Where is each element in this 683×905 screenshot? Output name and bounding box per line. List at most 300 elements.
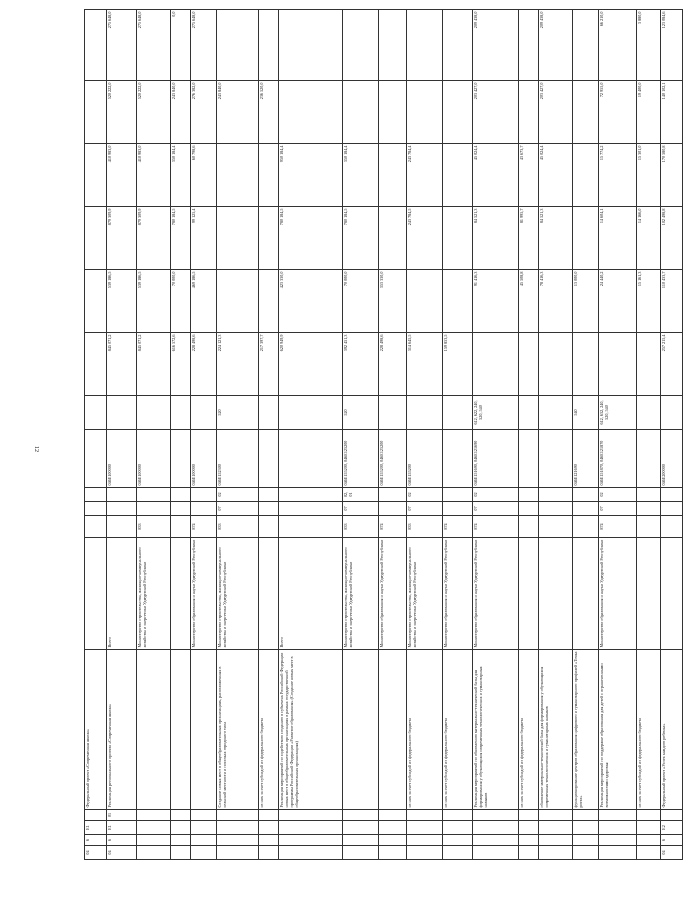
table-cell: [259, 538, 279, 650]
table-cell: 423 330,0: [279, 270, 343, 333]
table-cell: [519, 430, 539, 488]
table-cell: [259, 810, 279, 821]
rotated-table-container: [84, 11, 666, 860]
table-cell: [473, 846, 519, 860]
table-cell: 04: [85, 846, 107, 860]
table-cell: [137, 396, 171, 430]
table-cell: Всего: [107, 538, 137, 650]
table-cell: [137, 846, 171, 860]
table-cell: 84 521,3: [473, 207, 519, 270]
table-cell: E1: [107, 821, 137, 835]
table-cell: [343, 846, 379, 860]
table-cell: 45 508,8: [519, 270, 539, 333]
table-cell: 02: [473, 488, 519, 502]
table-cell: [191, 488, 217, 502]
table-cell: 01: [107, 810, 137, 821]
table-row: [137, 10, 171, 860]
table-cell: [539, 488, 573, 502]
table-cell: [137, 810, 171, 821]
table-cell: [407, 835, 443, 846]
table-cell: [661, 502, 683, 516]
table-cell: 43 673,7: [519, 144, 539, 207]
table-cell: [519, 10, 539, 81]
table-cell: 70 000,0: [343, 270, 379, 333]
table-cell: Министерство образования и науки Удмуртской Республики: [599, 538, 637, 650]
table-cell: 275 648,0: [191, 10, 217, 81]
table-cell: 91 416,3: [473, 270, 519, 333]
table-cell: [519, 488, 539, 502]
table-cell: [637, 396, 661, 430]
table-cell: [279, 488, 343, 502]
table-cell: [661, 396, 683, 430]
table-cell: 833: [137, 516, 171, 538]
table-cell: [217, 10, 259, 81]
table-cell: функционирование центров образования цифрового и гуманитарного профилей «Точка роста»: [573, 650, 599, 810]
table-cell: [443, 396, 473, 430]
table-cell: 520: [343, 396, 379, 430]
table-cell: 07: [473, 502, 519, 516]
table-cell: 612, 622, 240, 520, 540: [473, 396, 519, 430]
table-cell: из них за счет субсидий из федерального бюджета: [407, 650, 443, 810]
table-cell: [85, 396, 107, 430]
table-cell: [573, 10, 599, 81]
table-cell: [539, 333, 573, 396]
table-cell: 833: [343, 516, 379, 538]
table-cell: [599, 821, 637, 835]
table-cell: [279, 396, 343, 430]
table-cell: 45 024,4: [473, 144, 519, 207]
table-cell: [443, 502, 473, 516]
table-cell: 217 397,7: [259, 333, 279, 396]
table-cell: [191, 650, 217, 810]
table-cell: [519, 835, 539, 846]
table-cell: 102 498,8: [661, 207, 683, 270]
table-row: [191, 10, 217, 860]
table-cell: 6: [85, 835, 107, 846]
table-cell: 046E152300: [217, 430, 259, 488]
table-cell: [407, 81, 443, 144]
table-cell: 02: [217, 488, 259, 502]
table-cell: 046E100000: [107, 430, 137, 488]
table-cell: [85, 538, 107, 650]
table-cell: Министерство строительства, жилищно-коммунального хозяйства и энергетики Удмуртской Республики: [137, 538, 171, 650]
table-cell: [343, 821, 379, 835]
table-cell: из них за счет субсидий из федерального бюджета: [259, 650, 279, 810]
table-cell: [259, 846, 279, 860]
table-cell: [259, 835, 279, 846]
table-cell: [217, 270, 259, 333]
budget-table: [84, 9, 683, 860]
table-cell: [279, 516, 343, 538]
table-row: [473, 10, 519, 860]
table-cell: [171, 650, 191, 810]
table-cell: [279, 430, 343, 488]
table-cell: [85, 430, 107, 488]
table-cell: [343, 650, 379, 810]
table-cell: [599, 810, 637, 821]
table-cell: [171, 516, 191, 538]
table-cell: [85, 516, 107, 538]
table-cell: 70 000,0: [171, 270, 191, 333]
table-cell: [443, 81, 473, 144]
table-cell: 845 071,2: [107, 333, 137, 396]
table-cell: [573, 333, 599, 396]
table-cell: [259, 10, 279, 81]
table-cell: 392 451,3: [343, 333, 379, 396]
table-cell: 874: [191, 516, 217, 538]
table-cell: [137, 502, 171, 516]
table-cell: 72 955,0: [599, 81, 637, 144]
table-cell: [379, 207, 407, 270]
table-cell: 879 309,9: [137, 207, 171, 270]
table-cell: 845 071,2: [137, 333, 171, 396]
table-cell: [661, 810, 683, 821]
table-cell: 13 000,0: [573, 270, 599, 333]
table-cell: 07: [343, 502, 379, 516]
table-cell: [539, 396, 573, 430]
table-cell: 78 416,3: [539, 270, 573, 333]
table-cell: [637, 516, 661, 538]
table-cell: [85, 270, 107, 333]
table-cell: [573, 488, 599, 502]
table-cell: [171, 810, 191, 821]
table-cell: [171, 430, 191, 488]
table-cell: [191, 502, 217, 516]
table-cell: 07: [407, 502, 443, 516]
table-cell: [473, 333, 519, 396]
table-cell: 879 309,9: [107, 207, 137, 270]
table-row: [519, 10, 539, 860]
table-cell: [661, 538, 683, 650]
table-cell: [637, 538, 661, 650]
table-cell: [573, 144, 599, 207]
table-cell: [217, 835, 259, 846]
table-cell: 243 840,0: [171, 81, 191, 144]
table-cell: [443, 835, 473, 846]
table-cell: 780 184,5: [279, 207, 343, 270]
table-cell: из них за счет субсидий из федерального бюджета: [519, 650, 539, 810]
table-cell: [519, 821, 539, 835]
table-cell: [217, 810, 259, 821]
table-cell: [379, 10, 407, 81]
table-cell: [519, 81, 539, 144]
table-cell: из них за счет субсидий из федерального бюджета: [637, 650, 661, 810]
table-cell: [519, 538, 539, 650]
table-cell: 243 784,4: [407, 144, 443, 207]
table-cell: 874: [599, 516, 637, 538]
table-cell: [379, 396, 407, 430]
table-cell: [85, 81, 107, 144]
table-cell: Министерство строительства, жилищно-коммунального хозяйства и энергетики Удмуртской Республики: [407, 538, 443, 650]
table-cell: 07: [599, 502, 637, 516]
table-cell: [573, 516, 599, 538]
table-cell: 950 184,4: [279, 144, 343, 207]
table-cell: [85, 333, 107, 396]
table-cell: [519, 396, 539, 430]
table-cell: 04: [107, 846, 137, 860]
table-row: [637, 10, 661, 860]
table-cell: обновление материально-технической базы для формирования у обучающихся современных технологических и гуманитарных навыков: [539, 650, 573, 810]
table-cell: [539, 846, 573, 860]
table-cell: [407, 396, 443, 430]
table-cell: [259, 144, 279, 207]
table-cell: Министерство образования и науки Удмуртской Республики: [473, 538, 519, 650]
table-cell: [539, 516, 573, 538]
table-cell: [379, 650, 407, 810]
table-cell: 046E151870, 046E121870: [599, 430, 637, 488]
table-cell: [637, 430, 661, 488]
table-cell: 228 498,6: [379, 333, 407, 396]
table-cell: 350 184,4: [343, 144, 379, 207]
table-cell: [343, 81, 379, 144]
table-cell: [279, 835, 343, 846]
table-row: [217, 10, 259, 860]
table-cell: Федеральный проект «Современная школа»: [85, 650, 107, 810]
table-cell: [379, 81, 407, 144]
table-cell: [379, 144, 407, 207]
table-cell: [171, 821, 191, 835]
table-cell: [637, 333, 661, 396]
table-cell: [573, 821, 599, 835]
table-cell: [171, 538, 191, 650]
table-cell: [443, 821, 473, 835]
table-cell: 159 853,5: [443, 333, 473, 396]
table-cell: 540: [573, 396, 599, 430]
table-row: [279, 10, 343, 860]
table-cell: 410 983,0: [107, 144, 137, 207]
table-cell: [599, 846, 637, 860]
table-cell: 14 166,0: [637, 207, 661, 270]
table-cell: Министерство образования и науки Удмуртской Республики: [191, 538, 217, 650]
table-cell: [279, 810, 343, 821]
table-cell: [539, 538, 573, 650]
table-cell: 314 645,5: [407, 333, 443, 396]
table-row: [661, 10, 683, 860]
table-cell: [539, 835, 573, 846]
table-cell: [473, 810, 519, 821]
table-cell: [279, 502, 343, 516]
table-cell: [443, 270, 473, 333]
table-cell: [85, 144, 107, 207]
table-cell: 209 438,0: [539, 10, 573, 81]
table-cell: Министерство образования и науки Удмуртской Республики: [443, 538, 473, 650]
table-cell: [443, 846, 473, 860]
table-cell: [85, 10, 107, 81]
table-cell: [539, 821, 573, 835]
table-cell: [217, 821, 259, 835]
table-cell: [171, 396, 191, 430]
table-cell: [171, 488, 191, 502]
table-cell: 276 382,0: [191, 81, 217, 144]
table-cell: E2: [661, 821, 683, 835]
table-row: [407, 10, 443, 860]
table-cell: [85, 810, 107, 821]
table-cell: [107, 502, 137, 516]
table-cell: [137, 650, 171, 810]
table-cell: [107, 396, 137, 430]
table-cell: [191, 835, 217, 846]
table-cell: [443, 207, 473, 270]
table-cell: 616 572,6: [171, 333, 191, 396]
table-cell: [379, 810, 407, 821]
table-cell: 123 084,6: [661, 10, 683, 81]
table-cell: 15 774,2: [599, 144, 637, 207]
table-cell: [637, 502, 661, 516]
table-cell: [259, 207, 279, 270]
table-cell: 243 784,5: [407, 207, 443, 270]
table-cell: 275 648,0: [137, 10, 171, 81]
table-cell: Министерство строительства, жилищно-коммунального хозяйства и энергетики Удмуртской Республики: [343, 538, 379, 650]
table-cell: [407, 10, 443, 81]
table-cell: [379, 846, 407, 860]
table-cell: 236 520,0: [259, 81, 279, 144]
table-cell: [343, 810, 379, 821]
table-cell: [279, 81, 343, 144]
table-cell: [259, 516, 279, 538]
table-cell: [407, 270, 443, 333]
table-cell: 539 186,5: [107, 270, 137, 333]
table-cell: [637, 488, 661, 502]
table-cell: [519, 333, 539, 396]
table-cell: из них за счет субсидий из федерального бюджета: [443, 650, 473, 810]
table-cell: Министерство строительства, жилищно-коммунального хозяйства и энергетики Удмуртской Республики: [217, 538, 259, 650]
table-cell: [137, 488, 171, 502]
table-cell: [637, 846, 661, 860]
table-cell: [573, 810, 599, 821]
table-cell: 224 121,3: [217, 333, 259, 396]
table-cell: 140 102,1: [661, 81, 683, 144]
table-row: [107, 10, 137, 860]
table-cell: [259, 502, 279, 516]
table-cell: 99 125,4: [191, 207, 217, 270]
table-cell: Реализация мероприятий по содействию созданию в субъектах Российской Федерации новых мест в общеобразовательных организациях в рамках государственной программы Российской Федерации «Развитие образования» (Создание новых мест в общеобразовательных организациях): [279, 650, 343, 810]
table-cell: [443, 144, 473, 207]
table-cell: 353 330,0: [379, 270, 407, 333]
table-cell: [107, 488, 137, 502]
table-cell: 84 521,3: [539, 207, 573, 270]
table-cell: [191, 810, 217, 821]
table-cell: [539, 810, 573, 821]
table-cell: 874: [379, 516, 407, 538]
table-cell: [573, 207, 599, 270]
table-cell: 520 222,0: [137, 81, 171, 144]
table-row: [259, 10, 279, 860]
table-cell: [171, 846, 191, 860]
table-cell: [519, 516, 539, 538]
table-cell: E1: [85, 821, 107, 835]
table-cell: [191, 821, 217, 835]
table-cell: [279, 846, 343, 860]
table-cell: 15 161,3: [637, 270, 661, 333]
table-cell: [637, 810, 661, 821]
table-cell: 209 438,0: [473, 10, 519, 81]
table-cell: 620 949,9: [279, 333, 343, 396]
table-cell: 046E155200, 046E125200: [379, 430, 407, 488]
table-cell: 6: [661, 835, 683, 846]
table-cell: 170 580,8: [661, 144, 683, 207]
table-cell: [637, 835, 661, 846]
table-cell: 02: [407, 488, 443, 502]
table-cell: [259, 821, 279, 835]
table-cell: 780 184,5: [171, 207, 191, 270]
table-cell: [407, 810, 443, 821]
table-cell: [191, 396, 217, 430]
table-cell: 07: [217, 502, 259, 516]
table-cell: [519, 846, 539, 860]
table-cell: [473, 835, 519, 846]
table-cell: 046E200000: [661, 430, 683, 488]
table-cell: [259, 396, 279, 430]
table-cell: [137, 821, 171, 835]
table-cell: 02: [599, 488, 637, 502]
table-cell: 539 186,5: [137, 270, 171, 333]
table-cell: 046E151690, 046E121690: [473, 430, 519, 488]
table-cell: [259, 488, 279, 502]
table-cell: [637, 821, 661, 835]
table-cell: [379, 835, 407, 846]
table-cell: [539, 430, 573, 488]
table-cell: 203 427,0: [473, 81, 519, 144]
table-cell: [573, 502, 599, 516]
table-body: [85, 10, 683, 860]
table-cell: [85, 207, 107, 270]
table-cell: [661, 516, 683, 538]
table-cell: 046E121690: [573, 430, 599, 488]
table-cell: [343, 10, 379, 81]
table-cell: 3 880,0: [637, 10, 661, 81]
table-cell: [379, 488, 407, 502]
table-cell: [191, 846, 217, 860]
table-cell: [217, 144, 259, 207]
table-cell: [407, 821, 443, 835]
table-cell: [379, 502, 407, 516]
table-cell: [343, 835, 379, 846]
table-cell: Всего: [279, 538, 343, 650]
table-cell: [259, 270, 279, 333]
table-cell: [279, 821, 343, 835]
table-cell: 81 995,7: [519, 207, 539, 270]
table-cell: [407, 846, 443, 860]
table-cell: Реализация мероприятий по поддержке образования для детей с ограниченными возможностями здоровья: [599, 650, 637, 810]
table-cell: 833: [407, 516, 443, 538]
table-cell: 275 648,0: [107, 10, 137, 81]
table-cell: [171, 835, 191, 846]
table-cell: [519, 502, 539, 516]
table-cell: 520: [217, 396, 259, 430]
table-cell: [279, 10, 343, 81]
table-cell: 110 433,7: [661, 270, 683, 333]
table-cell: [539, 502, 573, 516]
table-cell: [443, 10, 473, 81]
table-cell: 469 186,5: [191, 270, 217, 333]
table-cell: 612, 632, 240, 520, 540: [599, 396, 637, 430]
table-cell: 833: [217, 516, 259, 538]
table-cell: [599, 333, 637, 396]
table-cell: [573, 846, 599, 860]
table-cell: 046E155200: [407, 430, 443, 488]
page-number: 12: [33, 446, 39, 452]
table-cell: 046E100000: [137, 430, 171, 488]
table-cell: Реализация регионального проекта «Современная школа»: [107, 650, 137, 810]
table-cell: [473, 821, 519, 835]
table-cell: [85, 488, 107, 502]
table-cell: [443, 810, 473, 821]
table-cell: [85, 502, 107, 516]
table-cell: [171, 502, 191, 516]
table-row: [539, 10, 573, 860]
table-cell: 046E155200, 046E125200: [343, 430, 379, 488]
table-row: [343, 10, 379, 860]
